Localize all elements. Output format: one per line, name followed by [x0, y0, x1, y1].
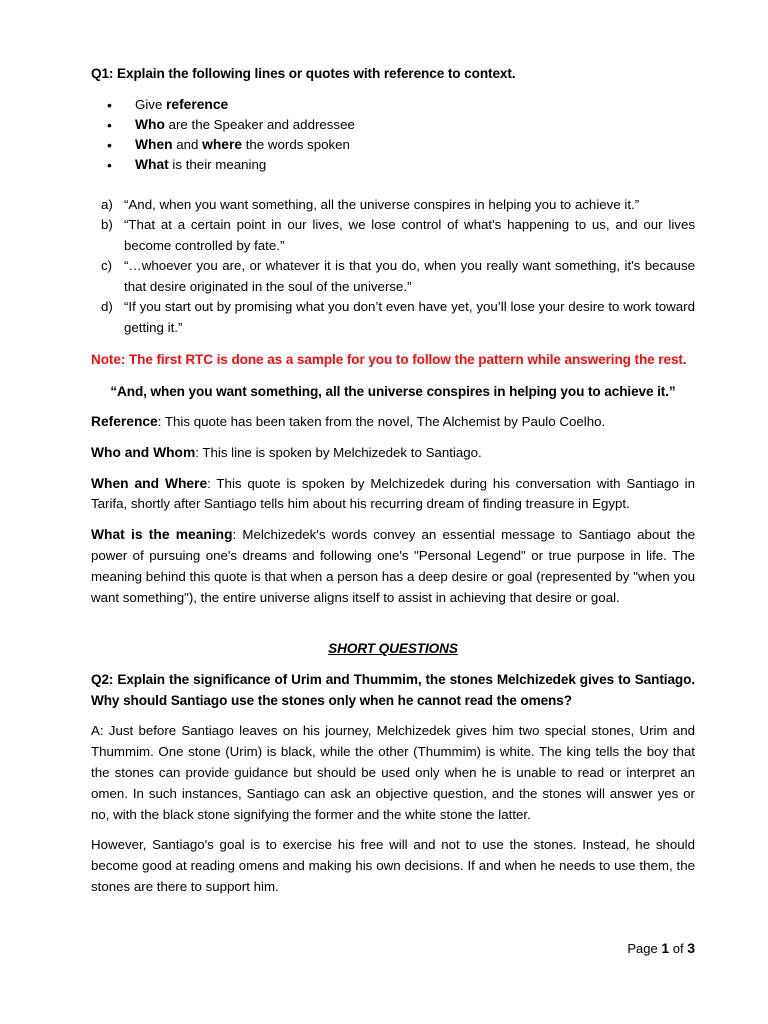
instruction-item: • When and where the words spoken — [135, 135, 695, 155]
sample-quote: “And, when you want something, all the universe conspires in helping you to achieve it.” — [110, 383, 676, 399]
sample-note: Note: The first RTC is done as a sample for you to follow the pattern while answering the rest. — [91, 352, 687, 367]
short-questions-title: SHORT QUESTIONS — [328, 641, 458, 657]
page-number-footer: Page 1 of 3 — [627, 940, 695, 956]
instruction-list — [91, 95, 695, 175]
answer-paragraph-2: However, Santiago's goal is to exercise his free will and not to use the stones. Instead, he should become good at reading omens and making his own decisions. If and when he needs to use them, the stones are there to support him. — [91, 837, 695, 895]
quote-item: d) “If you start out by promising what you don’t even have yet, you’ll lose your desire to work toward getting it.” — [101, 299, 695, 335]
page-content — [91, 64, 695, 898]
instruction-item: • Who are the Speaker and addressee — [135, 115, 695, 135]
quote-item: a) “And, when you want something, all the universe conspires in helping you to achieve it.” — [101, 196, 640, 212]
instruction-item: • What is their meaning — [135, 155, 695, 175]
quote-item: b) “That at a certain point in our lives, we lose control of what's happening to us, and our lives become controlled by fate.” — [101, 217, 695, 253]
question-1-heading: Q1: Explain the following lines or quotes with reference to context. — [91, 66, 516, 81]
quote-item: c) “…whoever you are, or whatever it is that you do, when you really want something, it's because that desire originated in the soul of the universe.” — [101, 258, 695, 294]
meaning-paragraph: What is the meaning: Melchizedek's words convey an essential message to Santiago about the power of pursuing one's dreams and following one's "Personal Legend" or true purpose in life. The meaning behind this quote is that when a person has a deep desire or goal (represented by "when you want something"), the entire universe aligns itself to assist in achieving that desire or goal. — [91, 527, 695, 605]
question-2-heading: Q2: Explain the significance of Urim and Thummim, the stones Melchizedek gives to Santiago. Why should Santiago use the stones only when he cannot read the omens? — [91, 671, 695, 708]
instruction-item: • Give reference — [135, 95, 695, 115]
quote-list — [91, 195, 695, 339]
answer-paragraph-1: A: Just before Santiago leaves on his journey, Melchizedek gives him two special stones, Urim and Thummim. One stone (Urim) is black, while the other (Thummim) is white. The king tells the boy that the stones can provide guidance but should be used only when he is unable to read or interpret an omen. In such instances, Santiago can ask an objective question, and the stones will answer yes or no, with the black stone signifying the former and the white stone the latter. — [91, 723, 695, 822]
reference-paragraph: Reference: This quote has been taken from the novel, The Alchemist by Paulo Coelho. — [91, 414, 606, 429]
who-paragraph: Who and Whom: This line is spoken by Melchizedek to Santiago. — [91, 444, 482, 460]
when-paragraph: When and Where: This quote is spoken by Melchizedek during his conversation with Santiago in Tarifa, shortly after Santiago tells him about his recurring dream of finding treasure in Egypt. — [91, 475, 695, 512]
